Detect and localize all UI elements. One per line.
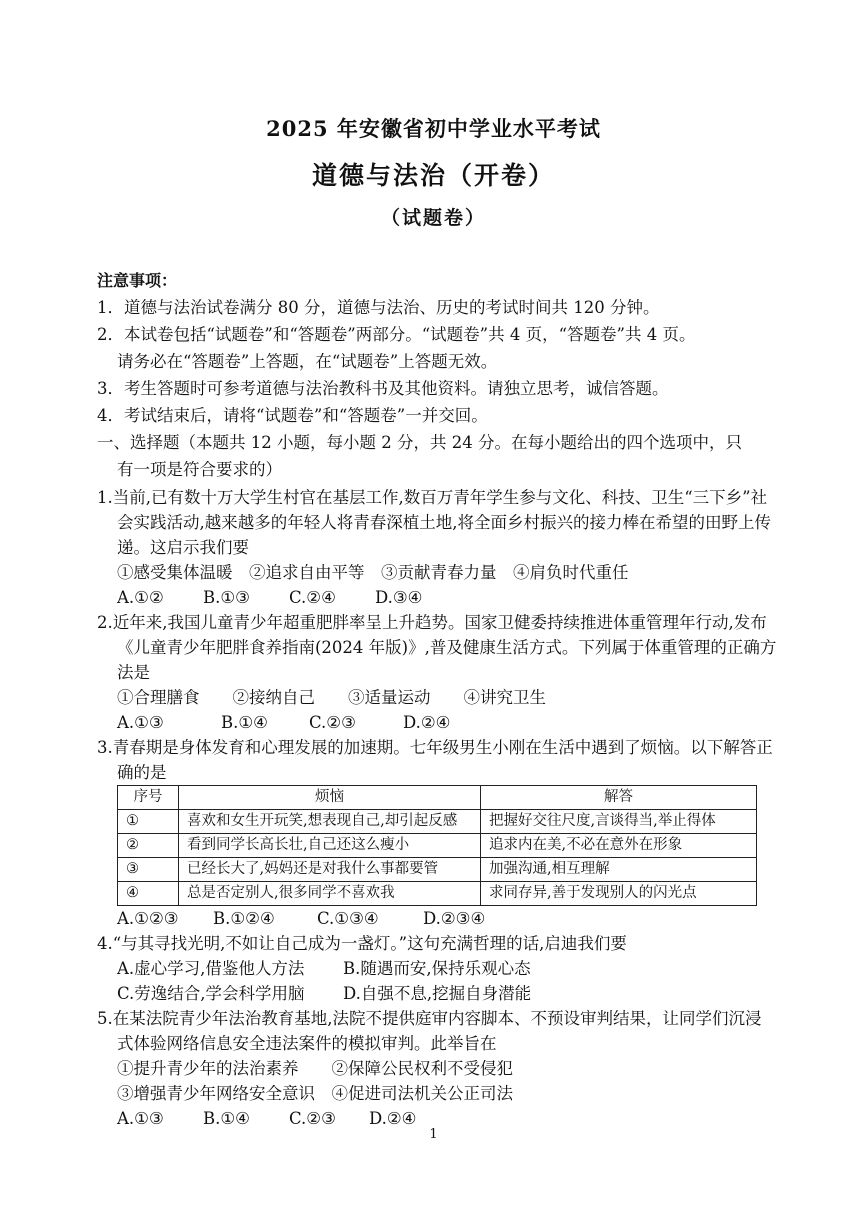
option-d: D.②④ bbox=[403, 713, 451, 732]
question-1-items: ①感受集体温暖 ②追求自由平等 ③贡献青春力量 ④肩负时代重任 bbox=[117, 563, 629, 582]
notice-item: 1．道德与法治试卷满分 80 分，道德与法治、历史的考试时间共 120 分钟。 bbox=[97, 298, 660, 317]
section-heading-cont: 有一项是符合要求的） bbox=[117, 460, 282, 479]
table-row bbox=[118, 834, 757, 858]
option-c: C.②③ bbox=[289, 1109, 336, 1128]
option-b: B.①②④ bbox=[213, 909, 275, 928]
table-row bbox=[118, 882, 757, 906]
question-3-options bbox=[97, 906, 777, 931]
option-c: C.②③ bbox=[309, 713, 356, 732]
option-d: D.自强不息,挖掘自身潜能 bbox=[343, 984, 532, 1003]
table-cell: 看到同学长高长壮,自己还这么瘦小 bbox=[179, 834, 481, 858]
question-4-options-row1 bbox=[97, 956, 777, 981]
table-cell: 追求内在美,不必在意外在形象 bbox=[481, 834, 757, 858]
option-b: B.随遇而安,保持乐观心态 bbox=[343, 959, 531, 978]
question-5-stem: 5.在某法院青少年法治教育基地,法院不提供庭审内容脚本、不预设审判结果，让同学们沉浸式体验网络信息安全违法案件的模拟审判。此举旨在 bbox=[97, 1009, 762, 1053]
option-c: C.劳逸结合,学会科学用脑 bbox=[117, 984, 305, 1003]
option-d: D.②③④ bbox=[423, 909, 486, 928]
table-cell: 加强沟通,相互理解 bbox=[481, 858, 757, 882]
option-b: B.①③ bbox=[203, 588, 250, 607]
table-cell: 求同存异,善于发现别人的闪光点 bbox=[481, 882, 757, 906]
option-d: D.③④ bbox=[375, 588, 423, 607]
section-heading: 一、选择题（本题共 12 小题，每小题 2 分，共 24 分。在每小题给出的四个选项中，只 bbox=[97, 433, 742, 452]
question-4-stem: 4.“与其寻找光明,不如让自己成为一盏灯。”这句充满哲理的话,启迪我们要 bbox=[97, 934, 627, 953]
exam-body bbox=[97, 268, 777, 1131]
table-cell: 已经长大了,妈妈还是对我什么事都要管 bbox=[179, 858, 481, 882]
question-1-options bbox=[97, 585, 777, 610]
table-cell: 把握好交往尺度,言谈得当,举止得体 bbox=[481, 810, 757, 834]
option-a: A.①③ bbox=[117, 1109, 164, 1128]
question-1-stem: 1.当前,已有数十万大学生村官在基层工作,数百万青年学生参与文化、科技、卫生“三下乡”社会实践活动,越来越多的年轻人将青春深植土地,将全面乡村振兴的接力棒在希望的田野上传递。这启示我们要 bbox=[97, 488, 771, 557]
question-4-options-row2 bbox=[97, 981, 777, 1006]
table-header: 解答 bbox=[481, 786, 757, 810]
notice-heading: 注意事项： bbox=[97, 271, 178, 290]
question-2-options bbox=[97, 710, 777, 735]
table-cell: ③ bbox=[118, 858, 179, 882]
option-d: D.②④ bbox=[369, 1109, 417, 1128]
question-2-items: ①合理膳食 ②接纳自己 ③适量运动 ④讲究卫生 bbox=[117, 688, 546, 707]
table-row bbox=[118, 858, 757, 882]
page-number: 1 bbox=[429, 1127, 438, 1142]
question-2-stem: 2.近年来,我国儿童青少年超重肥胖率呈上升趋势。国家卫健委持续推进体重管理年行动,发布《儿童青少年肥胖食养指南(2024 年版)》,普及健康生活方式。下列属于体重管理的正确方法是 bbox=[97, 613, 777, 682]
table-cell: 喜欢和女生开玩笑,想表现自己,却引起反感 bbox=[179, 810, 481, 834]
question-5-items: ③增强青少年网络安全意识 ④促进司法机关公正司法 bbox=[117, 1084, 513, 1103]
option-a: A.虚心学习,借鉴他人方法 bbox=[117, 959, 305, 978]
notice-item: 3．考生答题时可参考道德与法治教科书及其他资料。请独立思考，诚信答题。 bbox=[97, 379, 669, 398]
option-a: A.①②③ bbox=[117, 909, 179, 928]
notice-item: 2．本试卷包括“试题卷”和“答题卷”两部分。“试题卷”共 4 页，“答题卷”共 4 页。 bbox=[97, 325, 696, 344]
option-a: A.①③ bbox=[117, 713, 164, 732]
option-c: C.②④ bbox=[289, 588, 336, 607]
notice-item: 4．考试结束后，请将“试题卷”和“答题卷”一并交回。 bbox=[97, 406, 488, 425]
option-b: B.①④ bbox=[221, 713, 268, 732]
table-header-row bbox=[118, 786, 757, 810]
question-5-items: ①提升青少年的法治素养 ②保障公民权利不受侵犯 bbox=[117, 1059, 513, 1078]
question-3-stem: 3.青春期是身体发育和心理发展的加速期。七年级男生小刚在生活中遇到了烦恼。以下解答正确的是 bbox=[97, 738, 773, 782]
option-c: C.①③④ bbox=[317, 909, 379, 928]
table-header: 烦恼 bbox=[179, 786, 481, 810]
option-a: A.①② bbox=[117, 588, 164, 607]
table-cell: ① bbox=[118, 810, 179, 834]
table-header: 序号 bbox=[118, 786, 179, 810]
exam-title: 2025 年安徽省初中学业水平考试 bbox=[266, 116, 601, 141]
table-cell: ④ bbox=[118, 882, 179, 906]
question-3-table bbox=[117, 785, 757, 906]
subject-title: 道德与法治（开卷） bbox=[311, 161, 555, 190]
notice-item: 请务必在“答题卷”上答题，在“试题卷”上答题无效。 bbox=[117, 352, 498, 371]
table-cell: ② bbox=[118, 834, 179, 858]
table-cell: 总是否定别人,很多同学不喜欢我 bbox=[179, 882, 481, 906]
table-row bbox=[118, 810, 757, 834]
paper-type-title: （试题卷） bbox=[380, 207, 486, 229]
option-b: B.①④ bbox=[203, 1109, 250, 1128]
